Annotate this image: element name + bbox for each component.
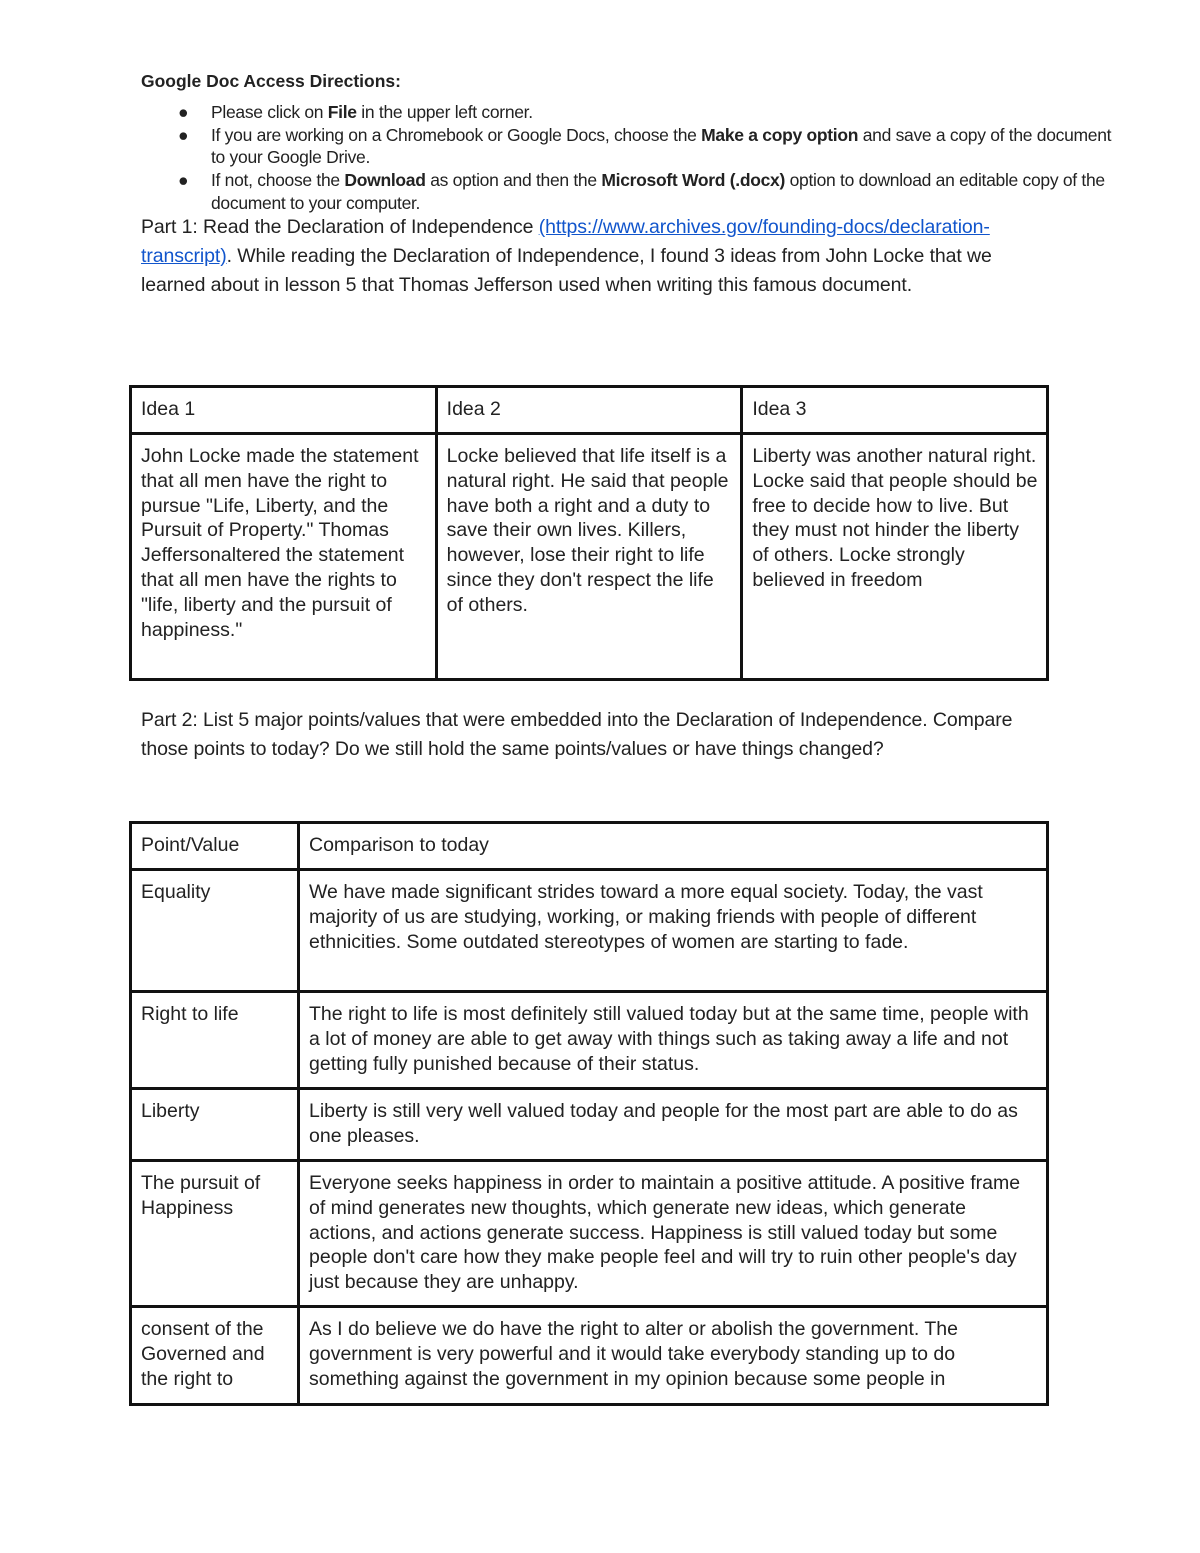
point-cell: The pursuit of Happiness — [131, 1161, 299, 1307]
bold-text: Microsoft Word (.docx) — [601, 170, 786, 191]
text: If not, choose the — [211, 170, 345, 191]
header-cell: Idea 3 — [742, 387, 1048, 434]
part1-paragraph — [141, 213, 1041, 300]
point-cell: Equality — [131, 870, 299, 992]
text: Please click on — [211, 102, 328, 122]
archives-link[interactable]: (https://www.archives.gov/founding-docs/declaration-transcript) — [141, 216, 990, 267]
bold-text: Make a copy option — [701, 124, 859, 145]
header-cell: Point/Value — [131, 823, 299, 870]
table-header-row — [131, 387, 1048, 434]
point-cell: Right to life — [131, 992, 299, 1089]
table-row — [131, 1089, 1048, 1161]
list-item — [178, 101, 1126, 124]
bold-text: File — [327, 102, 357, 122]
comparison-cell: We have made significant strides toward a more equal society. Today, the vast majority of us are studying, working, or making friends with people of different ethnicities. Some outdated stereotypes of women are starting to fade. — [299, 870, 1048, 992]
table-row — [131, 1161, 1048, 1307]
text: as option and then the — [425, 170, 602, 191]
comparison-cell: As I do believe we do have the right to alter or abolish the government. The government is very powerful and it would take everybody standing up to do something against the government in my opinion because some people in — [299, 1307, 1048, 1405]
bullet-icon: ● — [178, 170, 189, 191]
text: Part 1: Read the Declaration of Independence — [141, 216, 539, 238]
table-row — [131, 1307, 1048, 1405]
comparison-cell: Everyone seeks happiness in order to maintain a positive attitude. A positive frame of mind generates new thoughts, which generate new ideas, which generate actions, and actions generate success. Happiness is still valued today but some people don't care how they make people feel and will try to ruin other people's day just because they are unhappy. — [299, 1161, 1048, 1307]
table-row — [131, 870, 1048, 992]
text: . While reading the Declaration of Independence, I found 3 ideas from John Locke that we learned about in lesson 5 that Thomas Jefferson used when writing this famous document. — [141, 245, 992, 296]
table-row — [131, 434, 1048, 680]
part2-paragraph: Part 2: List 5 major points/values that were embedded into the Declaration of Independence. Compare those points to today? Do we still hold the same points/values or have things changed? — [141, 709, 1013, 760]
text: and save a copy of the document to your Google Drive. — [211, 124, 1112, 168]
point-cell: Liberty — [131, 1089, 299, 1161]
comparison-cell: The right to life is most definitely still valued today but at the same time, people with a lot of money are able to get away with things such as taking away a life and not getting fully punished because of their status. — [299, 992, 1048, 1089]
text: If you are working on a Chromebook or Google Docs, choose the — [211, 124, 702, 145]
list-item — [178, 169, 1126, 214]
table-cell: Locke believed that life itself is a natural right. He said that people have both a right and a duty to save their own lives. Killers, however, lose their right to life since they don't respect the life of others. — [436, 434, 742, 680]
bullet-icon: ● — [178, 124, 189, 145]
header-cell: Idea 1 — [131, 387, 437, 434]
values-table — [129, 821, 1049, 1406]
directions-heading: Google Doc Access Directions: — [141, 71, 401, 91]
text: option to download an editable copy of the document to your computer. — [211, 170, 1105, 213]
table-cell: John Locke made the statement that all men have the right to pursue "Life, Liberty, and the Pursuit of Property." Thomas Jeffersonaltered the statement that all men have the rights to "life, liberty and the pursuit of happiness." — [131, 434, 437, 680]
point-cell: consent of the Governed and the right to — [131, 1307, 299, 1405]
text: in the upper left corner. — [356, 102, 533, 122]
table-cell: Liberty was another natural right. Locke said that people should be free to decide how to live. But they must not hinder the liberty of others. Locke strongly believed in freedom — [742, 434, 1048, 680]
ideas-table — [129, 385, 1049, 681]
comparison-cell: Liberty is still very well valued today and people for the most part are able to do as one pleases. — [299, 1089, 1048, 1161]
table-header-row — [131, 823, 1048, 870]
bold-text: Download — [344, 170, 426, 191]
table-row — [131, 992, 1048, 1089]
header-cell: Comparison to today — [299, 823, 1048, 870]
list-item — [178, 124, 1126, 169]
bullet-icon: ● — [178, 102, 189, 122]
header-cell: Idea 2 — [436, 387, 742, 434]
directions-list — [141, 101, 1126, 215]
